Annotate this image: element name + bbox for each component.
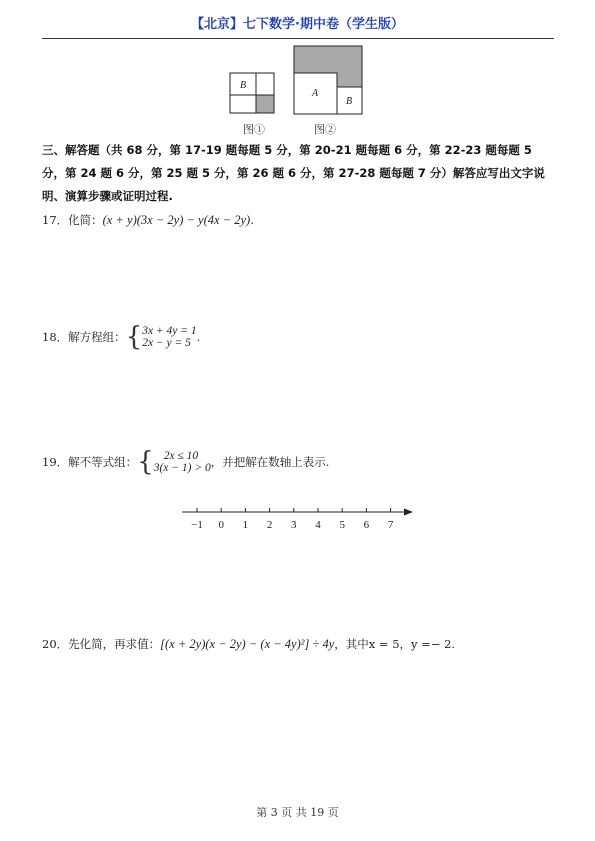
question-18-prefix: 18．解方程组：: [42, 330, 126, 344]
number-line-tick-label: 1: [242, 519, 249, 531]
question-20: [42, 636, 455, 652]
figure-2-caption: 图②: [314, 123, 336, 136]
question-19-ineq1: 2x ≤ 10: [163, 450, 199, 462]
number-line-tick-label: 5: [339, 519, 345, 531]
question-19: [42, 449, 329, 475]
question-18-system: [142, 325, 196, 349]
number-line-tick-label: 7: [387, 519, 394, 531]
question-19-ineq2: 3(x − 1) > 0: [153, 462, 211, 474]
figure-1: [230, 73, 274, 113]
question-20-prefix: 20．先化简，再求值：: [42, 637, 161, 651]
number-line-tick-label: 4: [315, 519, 321, 531]
figure-2-label-a: A: [311, 88, 319, 99]
question-20-expression: [(x + 2y)(x − 2y) − (x − 4y)²] ÷ 4y: [160, 637, 335, 651]
number-line-arrow: [404, 509, 413, 516]
figure-1-label-b: B: [239, 80, 247, 91]
question-19-brace: {: [137, 447, 154, 477]
page-footer: 第 3 页 共 19 页: [256, 806, 339, 819]
question-19-suffix: ，并把解在数轴上表示.: [210, 455, 330, 469]
question-17-prefix: 17．化简：: [42, 213, 103, 227]
number-line-tick-label: 3: [291, 519, 297, 531]
figure-1-shaded-square: [256, 95, 274, 113]
question-18-eq1: 3x + 4y = 1: [142, 325, 197, 337]
section-heading: 三、解答题（共 68 分，第 17-19 题每题 5 分，第 20-21 题每题 6 分，第 22-23 题每题 5 分，第 24 题 6 分，第 25 题 5 分，第 26 题 6 分，第 27-28 题每题 7 分）解答应写出文字说明、演算步骤或证明过程.: [42, 143, 545, 203]
question-18-eq2: 2x − y = 5: [142, 337, 191, 349]
figure-2: [294, 46, 362, 114]
question-18-brace: {: [125, 322, 143, 352]
figures: [0, 0, 595, 140]
question-19-prefix: 19．解不等式组：: [42, 455, 138, 469]
number-line-tick-label: −1: [191, 519, 203, 531]
question-18: [42, 324, 200, 350]
question-18-suffix: .: [196, 330, 201, 344]
number-line-tick-label: 0: [218, 519, 224, 531]
question-17-expression: (x + y)(3x − 2y) − y(4x − 2y): [102, 213, 251, 227]
figure-2-label-b: B: [345, 96, 353, 107]
number-line: [0, 500, 595, 540]
question-17: [42, 212, 254, 228]
number-line-tick-label: 6: [363, 519, 370, 531]
figure-1-caption: 图①: [243, 123, 265, 136]
question-20-suffix: ，其中x = 5，y =− 2.: [334, 637, 456, 651]
page-header: 【北京】七下数学·期中卷（学生版）: [191, 17, 404, 32]
question-19-system: [154, 450, 211, 474]
number-line-tick-label: 2: [266, 519, 273, 531]
question-17-suffix: .: [250, 213, 254, 227]
